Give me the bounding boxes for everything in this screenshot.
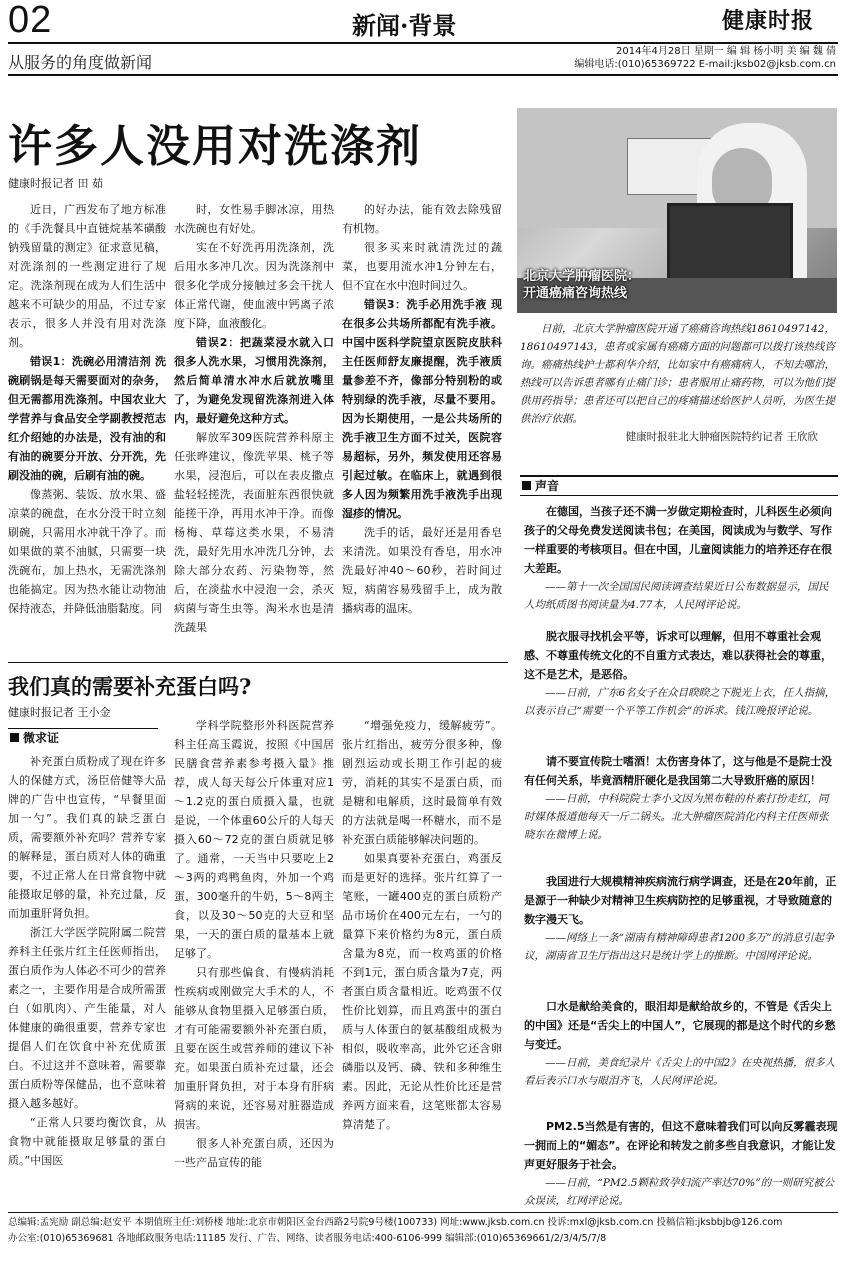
voice-quote: 脱衣服寻找机会平等，诉求可以理解，但用不尊重社会观感、不尊重传统文化的不自重方式表达，难以获得社会的尊重，这不是艺术，是恶俗。 bbox=[524, 630, 832, 681]
paragraph: 洗手的话，最好还是用香皂来清洗。如果没有香皂，用水冲洗最好冲40～60秒，若时间过短，病菌容易残留手上，成为散播病毒的温床。 bbox=[342, 526, 502, 615]
voice-item bbox=[524, 752, 838, 872]
newspaper-logo: 健康时报 bbox=[722, 8, 815, 34]
paragraph: 实在不好洗再用洗涤剂，洗后用水多冲几次。因为洗涤剂中很多化学成分接触过多会干扰人体正常代谢，使血液中钙离子浓度下降，血液酸化。 bbox=[174, 241, 334, 330]
main-article-byline: 健康时报记者 田 茹 bbox=[8, 177, 103, 190]
caption-line: 开通癌痛咨询热线 bbox=[523, 286, 628, 301]
header-rule-bottom bbox=[8, 74, 838, 76]
paragraph: 错误3：洗手必用洗手液 现在很多公共场所都配有洗手液。中国中医科学院望京医院皮肤科主任医师舒友廉提醒，洗手液质量参差不齐，像部分特别粉的或特别绿的洗手液，尽量不要用。因为长期使用，一是公共场所的洗手液卫生方面不过关，医院容易超标，另外，频发使用还容易引起过敏。在临床上，就遇到很多人因为频繁用洗手液洗手出现湿疹的情况。 bbox=[342, 298, 502, 520]
side-news-text: 日前，北京大学肿瘤医院开通了癌痛咨询热线18610497142，18610497143，患者或家属有癌痛方面的问题都可以拨打该热线咨询。癌痛热线护士都利华介绍，比如家中有癌痛病人，不知去哪治，热线可以告诉患者哪有止痛门诊；患者服用止痛药物，可以为他们提供用药指导；患者还可以把自己的疼痛描述给医护人员听，为医生提供治疗依据。 bbox=[520, 323, 835, 425]
paragraph: 很多买来时就清洗过的蔬菜，也要用流水冲1分钟左右，但不宜在水中泡时间过久。 bbox=[342, 241, 502, 292]
paragraph: 学科学院整形外科医院营养科主任高玉霞说，按照《中国居民膳食营养素参考摄入量》推荐，成人每天每公斤体重对应1～1.2克的蛋白质摄入量，也就是说，一个体重60公斤的人每天摄入60～72克的蛋白质就足够了。通常，一天当中只要吃上2～3两的鸡鸭鱼肉，外加一个鸡蛋，300毫升的牛奶，5～8两主食，以及30～50克的大豆和坚果，一天的蛋白质的量基本上就足够了。 bbox=[174, 719, 334, 960]
paragraph: “增强免疫力，缓解疲劳”。张片红指出，疲劳分很多种，像剧烈运动或长期工作引起的疲劳，消耗的其实不是蛋白质，而是糖和电解质，这时最简单有效的方法就是喝一杯糖水，而不是补充蛋白质能够解决问题的。 bbox=[342, 719, 502, 846]
voice-quote: 请不要宣传院士嗜酒！太伤害身体了，这与他是不是院士没有任何关系，毕竟酒精肝硬化是我国第二大导致肝癌的原因！ bbox=[524, 755, 832, 787]
article-divider bbox=[8, 662, 508, 663]
verify-label bbox=[8, 728, 158, 746]
voice-quote: PM2.5当然是有害的，但这不意味着我们可以向反雾霾表现一拥而上的“媚态”。在评论和转发之前多些自我意识，才能让发声更好服务于社会。 bbox=[524, 1120, 838, 1171]
voice-item bbox=[524, 872, 838, 997]
voice-heading bbox=[520, 475, 838, 496]
paragraph: 如果真要补充蛋白，鸡蛋反而是更好的选择。张片红算了一笔账，一罐400克的蛋白质粉产品市场价在400元左右，一勺的量算下来价格约为8元，蛋白质含量为8克，而一枚鸡蛋的价格不到1元，蛋白质含量为7克，两者蛋白质含量相近。吃鸡蛋不仅性价比划算，而且鸡蛋中的蛋白质与人体蛋白的氨基酸组成极为相似，吸收率高，此外它还含卵磷脂以及钙、磷、铁和多种维生素。因此，无论从性价比还是营养两方面来看，这笔账都太容易算清楚了。 bbox=[342, 852, 502, 1131]
voice-heading-label: 声音 bbox=[535, 479, 560, 493]
photo-caption bbox=[523, 268, 640, 302]
paragraph: 时，女性易手脚冰凉，用热水洗碗也有好处。 bbox=[174, 203, 334, 235]
footer-line2: 办公室:(010)65369681 各地邮政服务电话:11185 发行、广告、网络、读者服务电话:400-6106-999 编辑部:(010)65369661/2/3/4/5/7/8 bbox=[8, 1233, 607, 1244]
protein-col2 bbox=[174, 716, 334, 1172]
verify-label-text: 微求证 bbox=[23, 731, 60, 745]
caption-line: 北京大学肿瘤医院： bbox=[523, 269, 641, 284]
paragraph: 错误2：把蔬菜浸水就入口 很多人洗水果，习惯用洗涤剂，然后简单清水冲水后就放嘴里了，为避免发现留洗涤剂进入体内，最好避免这种方式。 bbox=[174, 336, 334, 425]
voice-quote: 在德国，当孩子还不满一岁做定期检查时，儿科医生必须向孩子的父母免费发送阅读书包；在美国，阅读成为与数学、写作一样重要的考核项目。但在中国，儿童阅读能力的培养还存在很大差距。 bbox=[524, 505, 832, 575]
voice-item bbox=[524, 997, 838, 1117]
voice-quote: 我国进行大规模精神疾病流行病学调查，还是在20年前，正是源于一种缺少对精神卫生疾病防控的足够重视，才导致随意的数字漫天飞。 bbox=[524, 875, 837, 926]
main-article-col3 bbox=[342, 200, 502, 618]
voice-source: ——第十一次全国国民阅读调查结果近日公布数据显示，国民人均纸质图书阅读量为4.77本，人民网评论说。 bbox=[524, 581, 829, 611]
protein-article-byline: 健康时报记者 王小金 bbox=[8, 706, 111, 719]
footer-rule bbox=[8, 1212, 838, 1213]
paragraph: “正常人只要均衡饮食，从食物中就能摄取足够量的蛋白质。”中国医 bbox=[8, 1116, 166, 1167]
date-line: 2014年4月28日 星期一 编 辑 杨小明 美 编 魏 倩 bbox=[616, 46, 836, 57]
voice-item bbox=[524, 1117, 838, 1227]
paragraph: 只有那些偏食、有慢病消耗性疾病或刚做完大手术的人，不能够从食物里摄入足够蛋白质，才有可能需要额外补充蛋白质，且要在医生或营养师的建议下补充。如果蛋白质补充过量，还会加重肝肾负担，对于本身有肝病肾病的来说，还容易对脏器造成损害。 bbox=[174, 966, 334, 1131]
voice-quote: 口水是献给美食的，眼泪却是献给故乡的，不管是《舌尖上的中国》还是“舌尖上的中国人”，它展现的都是这个时代的乡愁与变迁。 bbox=[524, 1000, 836, 1051]
monitor-shape bbox=[667, 203, 793, 289]
protein-col3 bbox=[342, 716, 502, 1134]
paragraph: 近日，广西发布了地方标准的《手洗餐具中直链烷基苯磺酸钠残留量的测定》征求意见稿，对洗涤剂的一些测定进行了规定。洗涤剂现在成为人们生活中越来不可缺少的用品，不过专家表示，很多人并没有用对洗涤剂。 bbox=[8, 203, 166, 349]
paragraph: 的好办法，能有效去除残留有机物。 bbox=[342, 203, 502, 235]
paragraph: 解放军309医院营养科原主任张晔建议，像洗苹果、桃子等水果，浸泡后，可以在表皮撒点盐轻轻搓洗，表面脏东西很快就能搓干净，再用水冲干净。而像杨梅、草莓这类水果，不易清洗，最好先用水冲洗几分钟，去除大部分农药、污染物等，然后，在淡盐水中浸泡一会，杀灭病菌与寄生虫等。淘米水也是清洗蔬果 bbox=[174, 431, 334, 634]
voice-source: ——日前，广东6名女子在众目睽睽之下脱光上衣，任人指摘，以表示自己“需要一个平等工作机会”的诉求。钱江晚报评论说。 bbox=[524, 687, 836, 717]
voice-source: ——日前，中科院院士李小文因为黑布鞋的朴素打扮走红，同时媒体报道他每天一斤二锅头。北大肿瘤医院消化内科主任医师张晓东在微博上说。 bbox=[524, 793, 829, 841]
nurse-phone-photo bbox=[517, 108, 837, 313]
footer-line1: 总编辑:孟宪励 副总编:赵安平 本期值班主任:刘桥楼 地址:北京市朝阳区金台西路2号院9号楼(100733) 网址:www.jksb.com.cn 投诉:mxl@jksb.com.cn 投稿信箱:jksbbjb@126.com bbox=[8, 1217, 783, 1228]
paragraph: 很多人补充蛋白质，还因为一些产品宣传的能 bbox=[174, 1137, 334, 1169]
phone-line: 编辑电话:(010)65369722 E-mail:jksb02@jksb.com.cn bbox=[574, 59, 836, 70]
paragraph: 补充蛋白质粉成了现在许多人的保健方式，汤臣倍健等大品牌的广告中也宣传，“早餐里面加一勺”。我们真的缺乏蛋白质，需要额外补充吗？营养专家的解释是，蛋白质对人体的确重要，不过正常人在日常食物中就能摄取足够的量，补充过量，反而加重肝肾负担。 bbox=[8, 755, 166, 920]
protein-article-title: 我们真的需要补充蛋白吗? bbox=[8, 674, 252, 699]
paragraph: 错误1：洗碗必用清洁剂 洗碗刷锅是每天需要面对的杂务，但无需都用洗涤剂。中国农业大学营养与食品安全学副教授范志红介绍她的办法是，没有油的和有油的碗要分开放、分开洗，先刷没油的碗，后刷有油的碗。 bbox=[8, 355, 166, 482]
main-article-col2 bbox=[174, 200, 334, 637]
square-icon bbox=[522, 481, 531, 490]
voice-item bbox=[524, 502, 838, 627]
page-number: 02 bbox=[8, 0, 53, 41]
voice-source: ——日前，“PM2.5颗粒致孕妇流产率达70%”的一则研究被公众误读，红网评论说。 bbox=[524, 1177, 835, 1207]
voice-source: ——日前，美食纪录片《舌尖上的中国2》在央视热播，很多人看后表示口水与眼泪齐飞，人民网评论说。 bbox=[524, 1057, 836, 1087]
side-news bbox=[520, 320, 838, 446]
square-icon bbox=[10, 733, 19, 742]
section-title: 新闻·背景 bbox=[352, 11, 457, 40]
header-info bbox=[574, 45, 836, 71]
voice-source: ——网络上一条“湖南有精神障碍患者1200多万”的消息引起争议，湖南省卫生厅指出这只是统计学上的推断。中国网评论说。 bbox=[524, 932, 835, 962]
header-rule bbox=[8, 42, 838, 44]
slogan: 从服务的角度做新闻 bbox=[8, 53, 153, 72]
voice-list bbox=[524, 502, 838, 1227]
protein-col1 bbox=[8, 752, 166, 1170]
paragraph: 浙江大学医学院附属二院营养科主任张片红主任医师指出，蛋白质作为人体必不可少的营养素之一，主要作用是合成所需蛋白（如肌肉）、产生能量，对人体健康的确很重要，营养专家也提倡人们在饮食中补充优质蛋白。不过这并不意味着，需要靠蛋白质粉等保健品，也不意味着摄入越多越好。 bbox=[8, 926, 166, 1110]
paragraph: 像蒸粥、装饭、放水果、盛凉菜的碗盘，在水分没干时立刻刷碗，只需用水冲就干净了。而如果做的菜不油腻，只需要一块洗碗布，加上热水，无需洗涤剂也能搞定。因为热水能让动物油保持液态，并降低油脂黏度。同 bbox=[8, 488, 166, 615]
side-news-byline: 健康时报驻北大肿瘤医院特约记者 王欣欣 bbox=[625, 431, 818, 443]
main-article-col1 bbox=[8, 200, 166, 618]
main-article-title: 许多人没用对洗涤剂 bbox=[8, 121, 422, 172]
voice-item bbox=[524, 627, 838, 752]
